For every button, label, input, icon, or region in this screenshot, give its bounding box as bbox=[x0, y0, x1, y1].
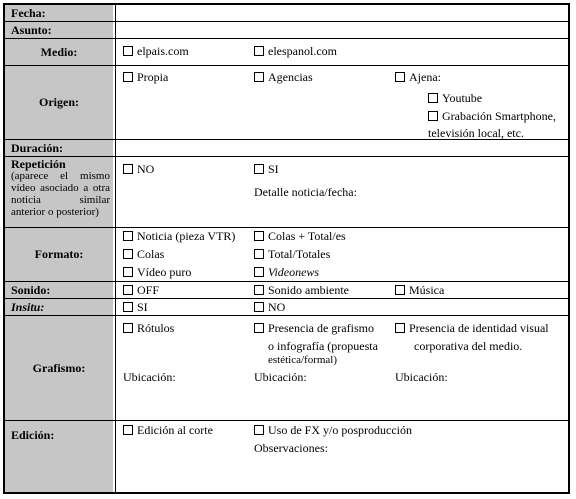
label-repeticion-detail: (aparece el mismo vídeo asociado a otra noticia similar anterior o posterior) bbox=[11, 170, 110, 218]
sonido-ambiente-option[interactable] bbox=[254, 283, 349, 297]
option-label: Total/Totales bbox=[268, 247, 331, 261]
repeticion-detalle-label: Detalle noticia/fecha: bbox=[254, 185, 357, 199]
checkbox[interactable] bbox=[254, 46, 264, 56]
label-duracion: Duración: bbox=[5, 140, 113, 156]
label-grafismo: Grafismo: bbox=[5, 316, 113, 420]
row-divider bbox=[3, 156, 570, 157]
row-divider bbox=[3, 315, 570, 316]
option-label: Agencias bbox=[268, 70, 313, 84]
label-insitu: Insitu: bbox=[5, 299, 113, 315]
row-divider bbox=[3, 298, 570, 299]
row-divider bbox=[3, 21, 570, 22]
checkbox[interactable] bbox=[428, 111, 438, 121]
insitu-si-option[interactable] bbox=[123, 300, 148, 314]
grafismo-ubicacion-label: Ubicación: bbox=[254, 370, 307, 384]
option-label: Colas bbox=[137, 247, 165, 261]
option-label: Videonews bbox=[268, 265, 320, 279]
grafismo-presencia-detail: estética/formal) bbox=[268, 354, 338, 366]
checkbox[interactable] bbox=[123, 46, 133, 56]
medio-elpais-option[interactable] bbox=[123, 44, 189, 58]
label-medio: Medio: bbox=[5, 39, 113, 65]
grafismo-presencia-option[interactable] bbox=[254, 321, 374, 335]
grafismo-ubicacion-label: Ubicación: bbox=[395, 370, 448, 384]
checkbox[interactable] bbox=[254, 164, 264, 174]
sonido-musica-option[interactable] bbox=[395, 283, 444, 297]
option-label: NO bbox=[137, 162, 155, 176]
checkbox[interactable] bbox=[254, 267, 264, 277]
checkbox[interactable] bbox=[254, 72, 264, 82]
column-divider bbox=[115, 3, 116, 494]
option-label: SI bbox=[268, 162, 279, 176]
checkbox[interactable] bbox=[123, 164, 133, 174]
label-repeticion bbox=[5, 157, 113, 227]
checkbox[interactable] bbox=[254, 249, 264, 259]
grafismo-identidad-option[interactable] bbox=[395, 321, 549, 335]
row-divider bbox=[3, 281, 570, 282]
grafismo-rotulos-option[interactable] bbox=[123, 321, 174, 335]
checkbox[interactable] bbox=[123, 285, 133, 295]
option-label: Sonido ambiente bbox=[268, 283, 349, 297]
option-label: OFF bbox=[137, 283, 160, 297]
checkbox[interactable] bbox=[123, 249, 133, 259]
checkbox[interactable] bbox=[123, 267, 133, 277]
option-label: elespanol.com bbox=[268, 44, 337, 58]
checkbox[interactable] bbox=[123, 425, 133, 435]
checkbox[interactable] bbox=[123, 231, 133, 241]
option-label: Edición al corte bbox=[137, 423, 213, 437]
formato-total-option[interactable] bbox=[254, 247, 330, 261]
news-coding-form bbox=[3, 3, 570, 494]
row-divider bbox=[3, 38, 570, 39]
grafismo-identidad-continued: corporativa del medio. bbox=[414, 339, 523, 353]
origen-grabacion-option[interactable] bbox=[428, 109, 556, 123]
option-label: Uso de FX y/o posproducción bbox=[268, 423, 412, 437]
repeticion-si-option[interactable] bbox=[254, 162, 279, 176]
option-label: Noticia (pieza VTR) bbox=[137, 229, 236, 243]
checkbox[interactable] bbox=[123, 72, 133, 82]
checkbox[interactable] bbox=[254, 425, 264, 435]
origen-agencias-option[interactable] bbox=[254, 70, 313, 84]
formato-video-puro-option[interactable] bbox=[123, 265, 191, 279]
row-divider bbox=[3, 65, 570, 66]
option-label: Presencia de grafismo bbox=[268, 321, 374, 335]
option-label: Presencia de identidad visual bbox=[409, 321, 549, 335]
formato-colas-option[interactable] bbox=[123, 247, 164, 261]
option-label: SI bbox=[137, 300, 148, 314]
grafismo-presencia-continued: o infografía (propuesta bbox=[268, 339, 378, 353]
checkbox[interactable] bbox=[123, 302, 133, 312]
origen-propia-option[interactable] bbox=[123, 70, 168, 84]
checkbox[interactable] bbox=[254, 323, 264, 333]
origen-grabacion-continued: televisión local, etc. bbox=[428, 126, 524, 140]
checkbox[interactable] bbox=[254, 231, 264, 241]
option-label: elpais.com bbox=[137, 44, 189, 58]
edicion-observaciones-label: Observaciones: bbox=[254, 441, 328, 455]
edicion-corte-option[interactable] bbox=[123, 423, 213, 437]
label-edicion: Edición: bbox=[5, 421, 113, 492]
label-sonido: Sonido: bbox=[5, 282, 113, 298]
label-asunto: Asunto: bbox=[5, 22, 113, 38]
row-divider bbox=[3, 227, 570, 228]
option-label: NO bbox=[268, 300, 286, 314]
checkbox[interactable] bbox=[428, 93, 438, 103]
origen-youtube-option[interactable] bbox=[428, 91, 482, 105]
medio-elespanol-option[interactable] bbox=[254, 44, 337, 58]
sonido-off-option[interactable] bbox=[123, 283, 159, 297]
checkbox[interactable] bbox=[254, 302, 264, 312]
option-label: Colas + Total/es bbox=[268, 229, 346, 243]
formato-noticia-option[interactable] bbox=[123, 229, 235, 243]
label-origen: Origen: bbox=[5, 66, 113, 139]
row-divider bbox=[3, 420, 570, 421]
option-label: Youtube bbox=[442, 91, 483, 105]
option-label: Música bbox=[409, 283, 445, 297]
checkbox[interactable] bbox=[395, 323, 405, 333]
option-label: Propia bbox=[137, 70, 169, 84]
label-formato: Formato: bbox=[5, 228, 113, 281]
checkbox[interactable] bbox=[254, 285, 264, 295]
label-repeticion-title: Repetición bbox=[11, 157, 66, 171]
option-label: Rótulos bbox=[137, 321, 175, 335]
checkbox[interactable] bbox=[395, 285, 405, 295]
option-label: Ajena: bbox=[409, 70, 441, 84]
formato-videonews-option[interactable] bbox=[254, 265, 319, 279]
insitu-no-option[interactable] bbox=[254, 300, 285, 314]
edicion-fx-option[interactable] bbox=[254, 423, 412, 437]
checkbox[interactable] bbox=[395, 72, 405, 82]
label-fecha: Fecha: bbox=[5, 5, 113, 21]
option-label: Grabación Smartphone, bbox=[442, 109, 556, 123]
grafismo-ubicacion-label: Ubicación: bbox=[123, 370, 176, 384]
formato-colas-total-option[interactable] bbox=[254, 229, 346, 243]
option-label: Vídeo puro bbox=[137, 265, 192, 279]
repeticion-no-option[interactable] bbox=[123, 162, 154, 176]
origen-ajena-option[interactable] bbox=[395, 70, 441, 84]
checkbox[interactable] bbox=[123, 323, 133, 333]
